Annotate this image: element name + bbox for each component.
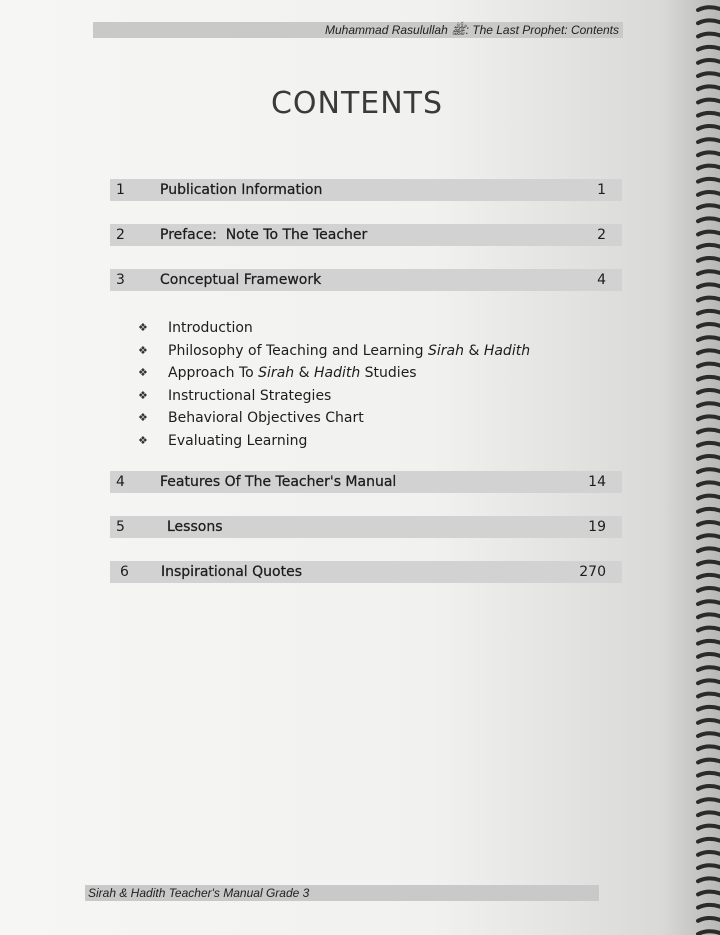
spiral-coil — [698, 86, 720, 89]
spiral-coil — [698, 34, 720, 37]
spiral-coil — [698, 496, 720, 499]
running-footer-text: Sirah & Hadith Teacher's Manual Grade 3 — [88, 886, 310, 900]
spiral-coil — [698, 799, 720, 802]
toc-row — [110, 224, 622, 246]
toc-page-number: 2 — [597, 227, 606, 243]
list-item: ❖ Evaluating Learning — [138, 430, 530, 453]
spiral-coil — [698, 350, 720, 353]
toc-number: 2 — [116, 227, 125, 243]
spiral-coil — [698, 7, 720, 10]
spiral-coil — [698, 509, 720, 512]
list-item: ❖ Introduction — [138, 317, 530, 340]
toc-number: 3 — [116, 272, 125, 288]
toc-row — [110, 516, 622, 538]
spiral-coil — [698, 73, 720, 76]
list-item: ❖ Philosophy of Teaching and Learning Sirah & Hadith — [138, 340, 530, 363]
list-item: ❖ Approach To Sirah & Hadith Studies — [138, 362, 530, 385]
spiral-coil — [698, 905, 720, 908]
toc-row — [110, 179, 622, 201]
spiral-coil — [698, 20, 720, 23]
spiral-coil — [698, 232, 720, 235]
spiral-coil — [698, 760, 720, 763]
toc-title: Features Of The Teacher's Manual — [160, 474, 397, 490]
spiral-coil — [698, 430, 720, 433]
toc-number: 4 — [116, 474, 125, 490]
spiral-coil — [698, 179, 720, 182]
toc-page-number: 19 — [588, 519, 606, 535]
page-title: CONTENTS — [270, 86, 444, 121]
spiral-coil — [698, 918, 720, 921]
toc-title: Lessons — [167, 519, 223, 535]
spiral-coil — [698, 535, 720, 538]
spiral-coil — [698, 562, 720, 565]
spiral-coil — [698, 456, 720, 459]
spiral-coil — [698, 166, 720, 169]
spiral-coil — [698, 707, 720, 710]
toc-page-number: 14 — [588, 474, 606, 490]
toc-title: Inspirational Quotes — [161, 564, 302, 580]
spiral-coil — [698, 614, 720, 617]
spiral-coil — [698, 60, 720, 63]
spiral-coil — [698, 812, 720, 815]
running-footer — [85, 885, 599, 901]
running-header-text: Muhammad Rasulullah ﷺ: The Last Prophet: Contents — [325, 23, 619, 37]
spiral-coil — [698, 416, 720, 419]
diamond-bullet-icon: ❖ — [138, 321, 148, 334]
toc-page-number: 4 — [597, 272, 606, 288]
spiral-coil — [698, 852, 720, 855]
spiral-coil — [698, 284, 720, 287]
toc-page-number: 270 — [579, 564, 606, 580]
spiral-coil — [698, 298, 720, 301]
spiral-coil — [698, 258, 720, 261]
toc-title: Preface: Note To The Teacher — [160, 227, 368, 243]
spiral-coil — [698, 548, 720, 551]
spiral-coil — [698, 311, 720, 314]
spiral-coil — [698, 786, 720, 789]
toc-row — [110, 471, 622, 493]
spiral-coil — [698, 931, 720, 934]
spiral-coil — [698, 100, 720, 103]
spiral-coil — [698, 746, 720, 749]
spiral-coil — [698, 152, 720, 155]
spiral-coil — [698, 826, 720, 829]
spiral-coil — [698, 601, 720, 604]
spiral-coil — [698, 733, 720, 736]
spiral-coil — [698, 218, 720, 221]
diamond-bullet-icon: ❖ — [138, 433, 148, 447]
list-item: ❖ Instructional Strategies — [138, 385, 530, 408]
spiral-coil — [698, 245, 720, 248]
toc-number: 6 — [120, 564, 129, 580]
spiral-coil — [698, 694, 720, 697]
spiral-coil — [698, 205, 720, 208]
spiral-coil — [698, 865, 720, 868]
spiral-coil — [698, 377, 720, 380]
spiral-coil — [698, 47, 720, 50]
spiral-coil — [698, 337, 720, 340]
toc-number: 1 — [116, 182, 125, 198]
toc-row — [110, 269, 622, 291]
spiral-coil — [698, 113, 720, 116]
toc-page-number: 1 — [597, 182, 606, 198]
spiral-coil — [698, 469, 720, 472]
spiral-coil — [698, 773, 720, 776]
diamond-bullet-icon: ❖ — [138, 366, 148, 380]
toc-row — [110, 561, 622, 583]
spiral-coil — [698, 443, 720, 446]
spiral-coil — [698, 878, 720, 881]
spiral-coil — [698, 390, 720, 393]
toc-number: 5 — [116, 519, 125, 535]
spiral-coil — [698, 641, 720, 644]
spiral-binding — [690, 0, 720, 935]
spiral-coil — [698, 271, 720, 274]
spiral-coil — [698, 588, 720, 591]
spiral-coil — [698, 522, 720, 525]
spiral-coil — [698, 667, 720, 670]
conceptual-framework-subsections — [138, 317, 530, 453]
spiral-coil — [698, 403, 720, 406]
spiral-coil — [698, 839, 720, 842]
spiral-coil — [698, 126, 720, 129]
spiral-coil — [698, 892, 720, 895]
spiral-coil — [698, 720, 720, 723]
spiral-coil — [698, 139, 720, 142]
spiral-coil — [698, 654, 720, 657]
toc-title: Conceptual Framework — [160, 272, 322, 288]
diamond-bullet-icon: ❖ — [138, 411, 148, 425]
spiral-coil — [698, 324, 720, 327]
spiral-coil — [698, 575, 720, 578]
spiral-coil — [698, 628, 720, 631]
toc-title: Publication Information — [160, 182, 323, 198]
running-header — [93, 22, 623, 38]
diamond-bullet-icon: ❖ — [138, 343, 148, 357]
spiral-coil — [698, 680, 720, 683]
spiral-coil — [698, 482, 720, 485]
spiral-coil — [698, 364, 720, 367]
list-item: ❖ Behavioral Objectives Chart — [138, 407, 530, 430]
diamond-bullet-icon: ❖ — [138, 388, 148, 402]
spiral-coil — [698, 192, 720, 195]
